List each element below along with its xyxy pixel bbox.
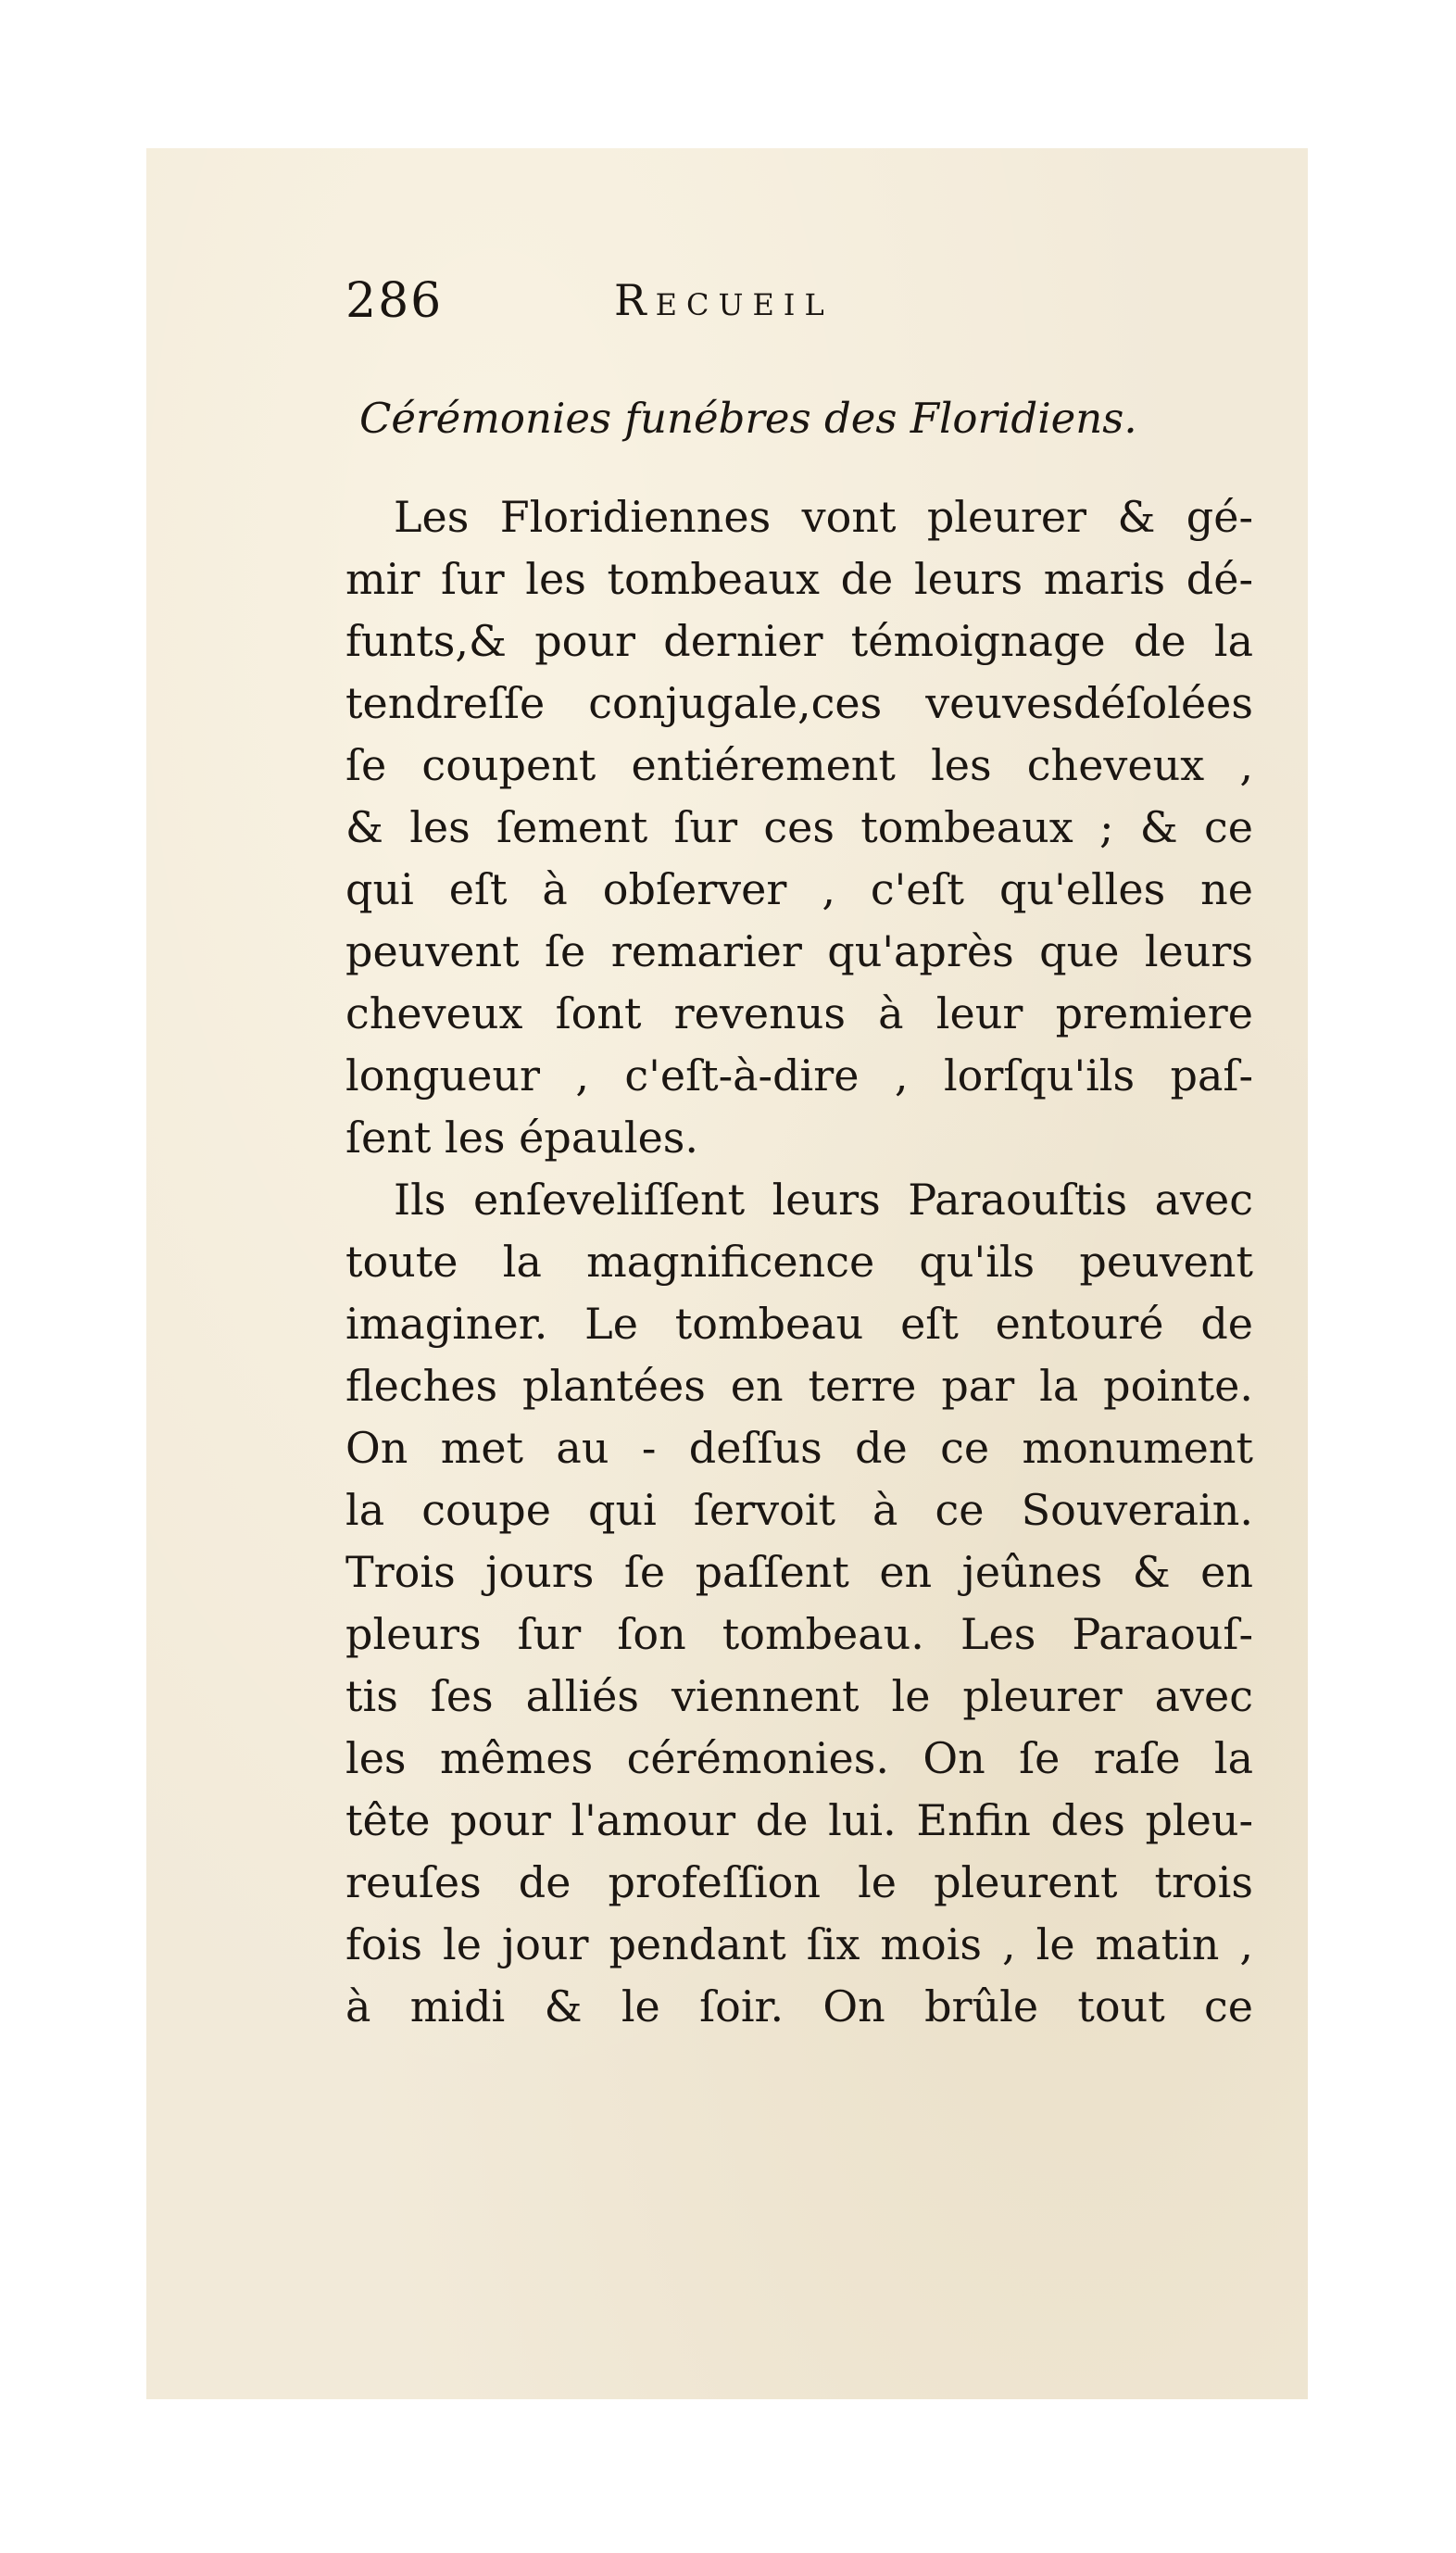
- text-line: qui eſt à obſerver , c'eſt qu'elles ne: [345, 864, 1253, 914]
- text-line: cheveux ſont revenus à leur premiere: [345, 988, 1253, 1038]
- text-line: la coupe qui ſervoit à ce Souverain.: [345, 1485, 1253, 1535]
- text-line: fleches plantées en terre par la pointe.: [345, 1361, 1253, 1411]
- page-number: 286: [345, 273, 444, 329]
- text-line: On met au - deſſus de ce monument: [345, 1423, 1253, 1473]
- text-line: les mêmes cérémonies. On ſe raſe la: [345, 1733, 1253, 1783]
- text-line: mir ſur les tombeaux de leurs maris dé-: [345, 554, 1253, 604]
- text-line: fois le jour pendant ſix mois , le matin ,: [345, 1919, 1253, 1969]
- text-line: tête pour l'amour de lui. Enfin des pleu-: [345, 1795, 1253, 1845]
- text-line: ſent les épaules.: [345, 1113, 699, 1163]
- text-line: tendreſſe conjugale,ces veuvesdéſolées: [345, 678, 1253, 728]
- text-line: ſe coupent entiérement les cheveux ,: [345, 740, 1253, 790]
- text-line: reuſes de profeſſion le pleurent trois: [345, 1857, 1253, 1907]
- text-line: imaginer. Le tombeau eſt entouré de: [345, 1299, 1253, 1349]
- text-line: pleurs ſur ſon tombeau. Les Paraouſ-: [345, 1609, 1253, 1659]
- running-title: Recueil: [614, 275, 834, 325]
- text-line: Trois jours ſe paſſent en jeûnes & en: [345, 1547, 1253, 1597]
- book-page: [146, 148, 1308, 2399]
- text-line: peuvent ſe remarier qu'après que leurs: [345, 926, 1253, 976]
- text-line: Les Floridiennes vont pleurer & gé-: [394, 492, 1253, 542]
- body-text: [345, 486, 1253, 2038]
- section-heading: Cérémonies funébres des Floridiens.: [359, 394, 1137, 443]
- text-line: funts,& pour dernier témoignage de la: [345, 616, 1253, 666]
- text-line: & les ſement ſur ces tombeaux ; & ce: [345, 802, 1253, 852]
- text-line: à midi & le ſoir. On brûle tout ce: [345, 1981, 1253, 2031]
- paragraph: [345, 1169, 1253, 2038]
- text-line: longueur , c'eſt-à-dire , lorſqu'ils paſ-: [345, 1050, 1253, 1100]
- paragraph: [345, 486, 1253, 1169]
- text-line: tis ſes alliés viennent le pleurer avec: [345, 1671, 1253, 1721]
- text-line: toute la magnificence qu'ils peuvent: [345, 1237, 1253, 1287]
- page-header: [345, 273, 1105, 338]
- text-line: Ils enſeveliſſent leurs Paraouſtis avec: [394, 1175, 1253, 1225]
